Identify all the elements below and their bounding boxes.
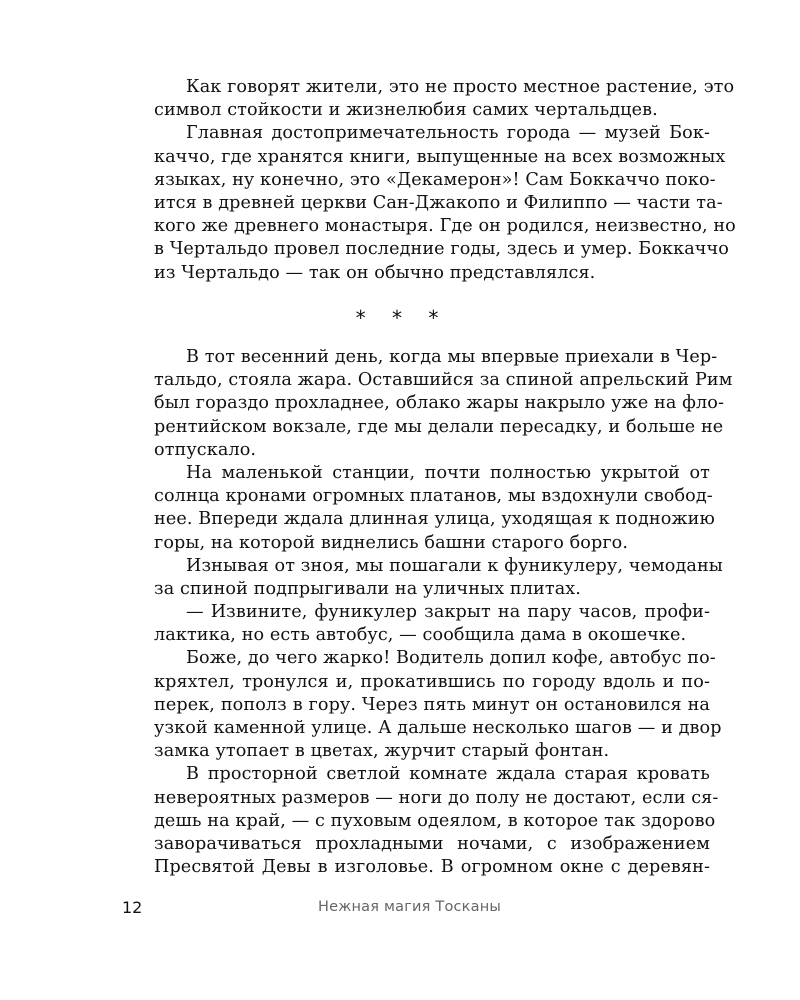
text-line: тальдо, стояла жара. Оставшийся за спиной апрельский Рим — [154, 370, 733, 391]
text-line: из Чертальдо — так он обычно представлялся. — [154, 262, 596, 283]
paragraph — [122, 601, 710, 647]
text-line: за спиной подпрыгивали на уличных плитах. — [154, 578, 582, 599]
text-line: горы, на которой виднелись башни старого борго. — [154, 532, 629, 553]
text-line: нее. Впереди ждала длинная улица, уходящая к подножию — [154, 509, 715, 530]
text-line: кряхтел, тронулся и, прокатившись по городу вдоль и по- — [154, 671, 710, 692]
text-line: языках, ну конечно, это «Декамерон»! Сам Боккаччо поко- — [154, 169, 716, 190]
text-line: узкой каменной улице. А дальше несколько шагов — и двор — [154, 718, 722, 738]
paragraph — [122, 122, 736, 284]
text-line: замка утопает в цветах, журчит старый фонтан. — [154, 741, 610, 762]
text-block-top — [122, 76, 736, 285]
text-line: Пресвятой Девы в изголовье. В огромном окне с деревян- — [154, 857, 710, 878]
section-divider — [0, 306, 800, 330]
text-line: Боже, до чего жарко! Водитель допил кофе, автобус по- — [186, 648, 716, 669]
text-line: был гораздо прохладнее, облако жары накрыло уже на фло- — [154, 393, 725, 414]
text-line: дешь на край, — с пуховым одеялом, в которое так здорово — [154, 810, 716, 831]
text-line: В просторной светлой комнате ждала старая кровать — [186, 764, 710, 785]
paragraph — [122, 462, 715, 555]
text-line: Главная достопримечательность города — музей Бок- — [186, 123, 710, 144]
text-line: заворачиваться прохладными ночами, с изображением — [154, 833, 710, 854]
text-line: отпускало. — [154, 439, 257, 460]
text-line: солнца кронами огромных платанов, мы вздохнули свобод- — [154, 486, 713, 507]
text-line: невероятных размеров — ноги до полу не достают, если ся- — [154, 787, 719, 808]
text-block-bottom — [122, 346, 733, 879]
text-line: лактика, но есть автобус, — сообщила дама в окошечке. — [154, 625, 687, 646]
text-line: кого же древнего монастыря. Где он родился, неизвестно, но — [154, 216, 736, 237]
text-line: в Чертальдо провел последние годы, здесь и умер. Боккаччо — [154, 239, 729, 260]
running-title: Нежная магия Тосканы — [318, 899, 502, 915]
paragraph — [122, 763, 719, 879]
text-line: каччо, где хранятся книги, выпущенные на всех возможных — [154, 146, 726, 167]
paragraph — [122, 555, 723, 601]
text-line: ится в древней церкви Сан-Джакопо и Филиппо — части та- — [154, 192, 723, 213]
asterisk-icon: * — [355, 306, 372, 330]
text-line: Как говорят жители, это не просто местное растение, это — [186, 77, 735, 97]
paragraph — [122, 647, 722, 763]
paragraph — [122, 76, 735, 122]
text-line: символ стойкости и жизнелюбия самих чертальдцев. — [154, 100, 658, 121]
paragraph — [122, 346, 733, 462]
text-line: рентийском вокзале, где мы делали пересадку, и больше не — [154, 416, 724, 437]
text-line: В тот весенний день, когда мы впервые приехали в Чер- — [186, 347, 718, 367]
asterisk-icon: * — [428, 306, 445, 330]
text-line: Изнывая от зноя, мы пошагали к фуникулеру, чемоданы — [186, 555, 723, 576]
page-footer — [122, 898, 710, 922]
text-line: — Извините, фуникулер закрыт на пару часов, профи- — [186, 602, 710, 623]
asterisk-icon: * — [392, 306, 408, 330]
page-number: 12 — [122, 898, 143, 917]
text-line: На маленькой станции, почти полностью укрытой от — [186, 462, 710, 483]
text-line: перек, пополз в гору. Через пять минут он остановился на — [154, 694, 710, 715]
